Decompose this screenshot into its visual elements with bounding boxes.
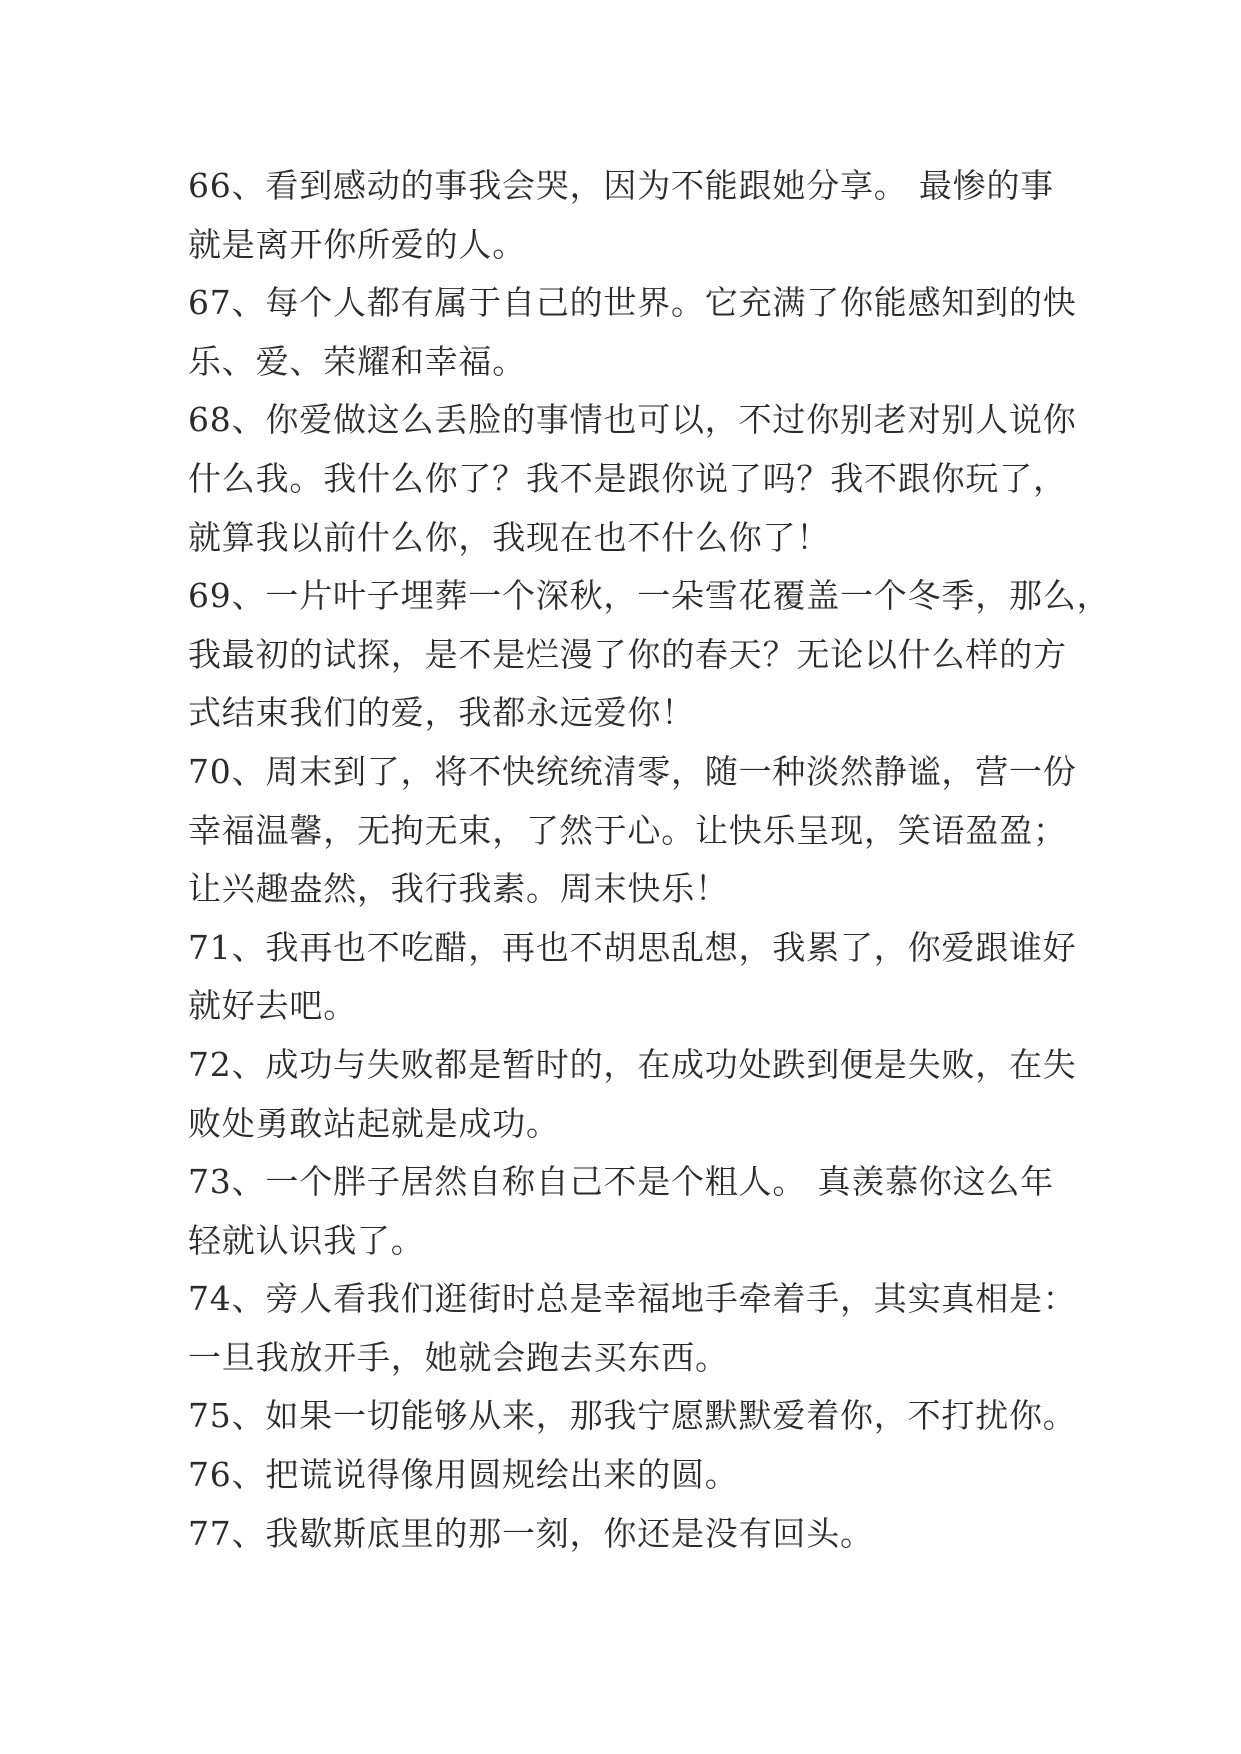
text-line: 68、你爱做这么丢脸的事情也可以，不过你别老对别人说你	[188, 400, 1077, 440]
text-line: 69、一片叶子埋葬一个深秋，一朵雪花覆盖一个冬季，那么，	[188, 576, 1111, 616]
text-line: 74、旁人看我们逛街时总是幸福地手牵着手，其实真相是：	[188, 1279, 1077, 1319]
text-line: 我最初的试探，是不是烂漫了你的春天？无论以什么样的方	[188, 634, 1067, 674]
text-line: 70、周末到了，将不快统统清零，随一种淡然静谧，营一份	[188, 751, 1077, 791]
text-line: 77、我歇斯底里的那一刻，你还是没有回头。	[188, 1513, 874, 1553]
text-line: 轻就认识我了。	[188, 1220, 425, 1260]
text-line: 一旦我放开手，她就会跑去买东西。	[188, 1337, 729, 1377]
text-line: 什么我。我什么你了？我不是跟你说了吗？我不跟你玩了，	[188, 458, 1067, 498]
text-line: 就好去吧。	[188, 986, 357, 1026]
text-line: 75、如果一切能够从来，那我宁愿默默爱着你，不打扰你。	[188, 1396, 1077, 1436]
document-body	[188, 157, 1111, 1563]
text-line: 就是离开你所爱的人。	[188, 224, 526, 264]
text-line: 败处勇敢站起就是成功。	[188, 1103, 560, 1143]
text-line: 就算我以前什么你，我现在也不什么你了！	[188, 517, 831, 557]
text-line: 67、每个人都有属于自己的世界。它充满了你能感知到的快	[188, 283, 1077, 323]
text-line: 71、我再也不吃醋，再也不胡思乱想，我累了，你爱跟谁好	[188, 927, 1077, 967]
text-line: 73、一个胖子居然自称自己不是个粗人。 真羡慕你这么年	[188, 1162, 1055, 1202]
text-line: 幸福温馨，无拘无束，了然于心。让快乐呈现，笑语盈盈；	[188, 810, 1067, 850]
text-line: 72、成功与失败都是暂时的，在成功处跌到便是失败，在失	[188, 1044, 1077, 1084]
text-line: 66、看到感动的事我会哭，因为不能跟她分享。 最惨的事	[188, 166, 1055, 205]
text-line: 让兴趣盎然，我行我素。周末快乐！	[188, 869, 729, 909]
text-line: 76、把谎说得像用圆规绘出来的圆。	[188, 1455, 739, 1495]
text-line: 乐、爱、荣耀和幸福。	[188, 341, 526, 381]
text-line: 式结束我们的爱，我都永远爱你！	[188, 693, 695, 733]
